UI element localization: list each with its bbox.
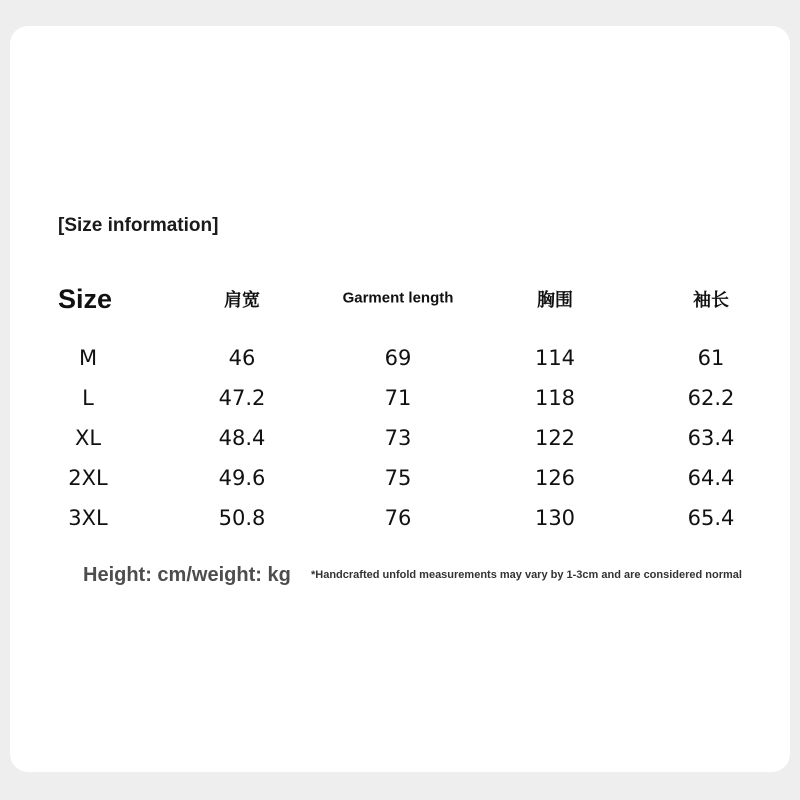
table-cell: 118 [534,386,576,410]
row-size-label: L [82,386,94,410]
table-cell: 76 [384,506,412,530]
table-cell: 61 [697,346,725,370]
row-size-label: 3XL [68,506,108,530]
table-cell: 71 [384,386,412,410]
table-cell: 65.4 [687,506,735,530]
header-sleeve-length: 袖长 [693,290,729,311]
table-cell: 48.4 [218,426,266,450]
table-cell: 69 [384,346,412,370]
table-cell: 64.4 [687,466,735,490]
header-garment-length: Garment length [342,289,454,307]
table-cell: 130 [534,506,576,530]
table-cell: 126 [534,466,576,490]
header-size: Size [58,284,113,314]
header-chest: 胸围 [537,290,573,311]
row-size-label: M [78,346,98,370]
table-cell: 49.6 [218,466,266,490]
section-title: [Size information] [58,215,219,236]
row-size-label: 2XL [68,466,108,490]
table-cell: 73 [384,426,412,450]
row-size-label: XL [74,426,102,450]
header-shoulder-width: 肩宽 [224,290,260,311]
table-cell: 62.2 [687,386,735,410]
table-cell: 47.2 [218,386,266,410]
table-cell: 46 [228,346,256,370]
table-cell: 50.8 [218,506,266,530]
units-note: Height: cm/weight: kg [83,564,291,586]
table-cell: 63.4 [687,426,735,450]
table-cell: 122 [534,426,576,450]
measurement-disclaimer: *Handcrafted unfold measurements may vary by 1-3cm and are considered normal [311,569,742,581]
table-cell: 75 [384,466,412,490]
table-cell: 114 [534,346,576,370]
